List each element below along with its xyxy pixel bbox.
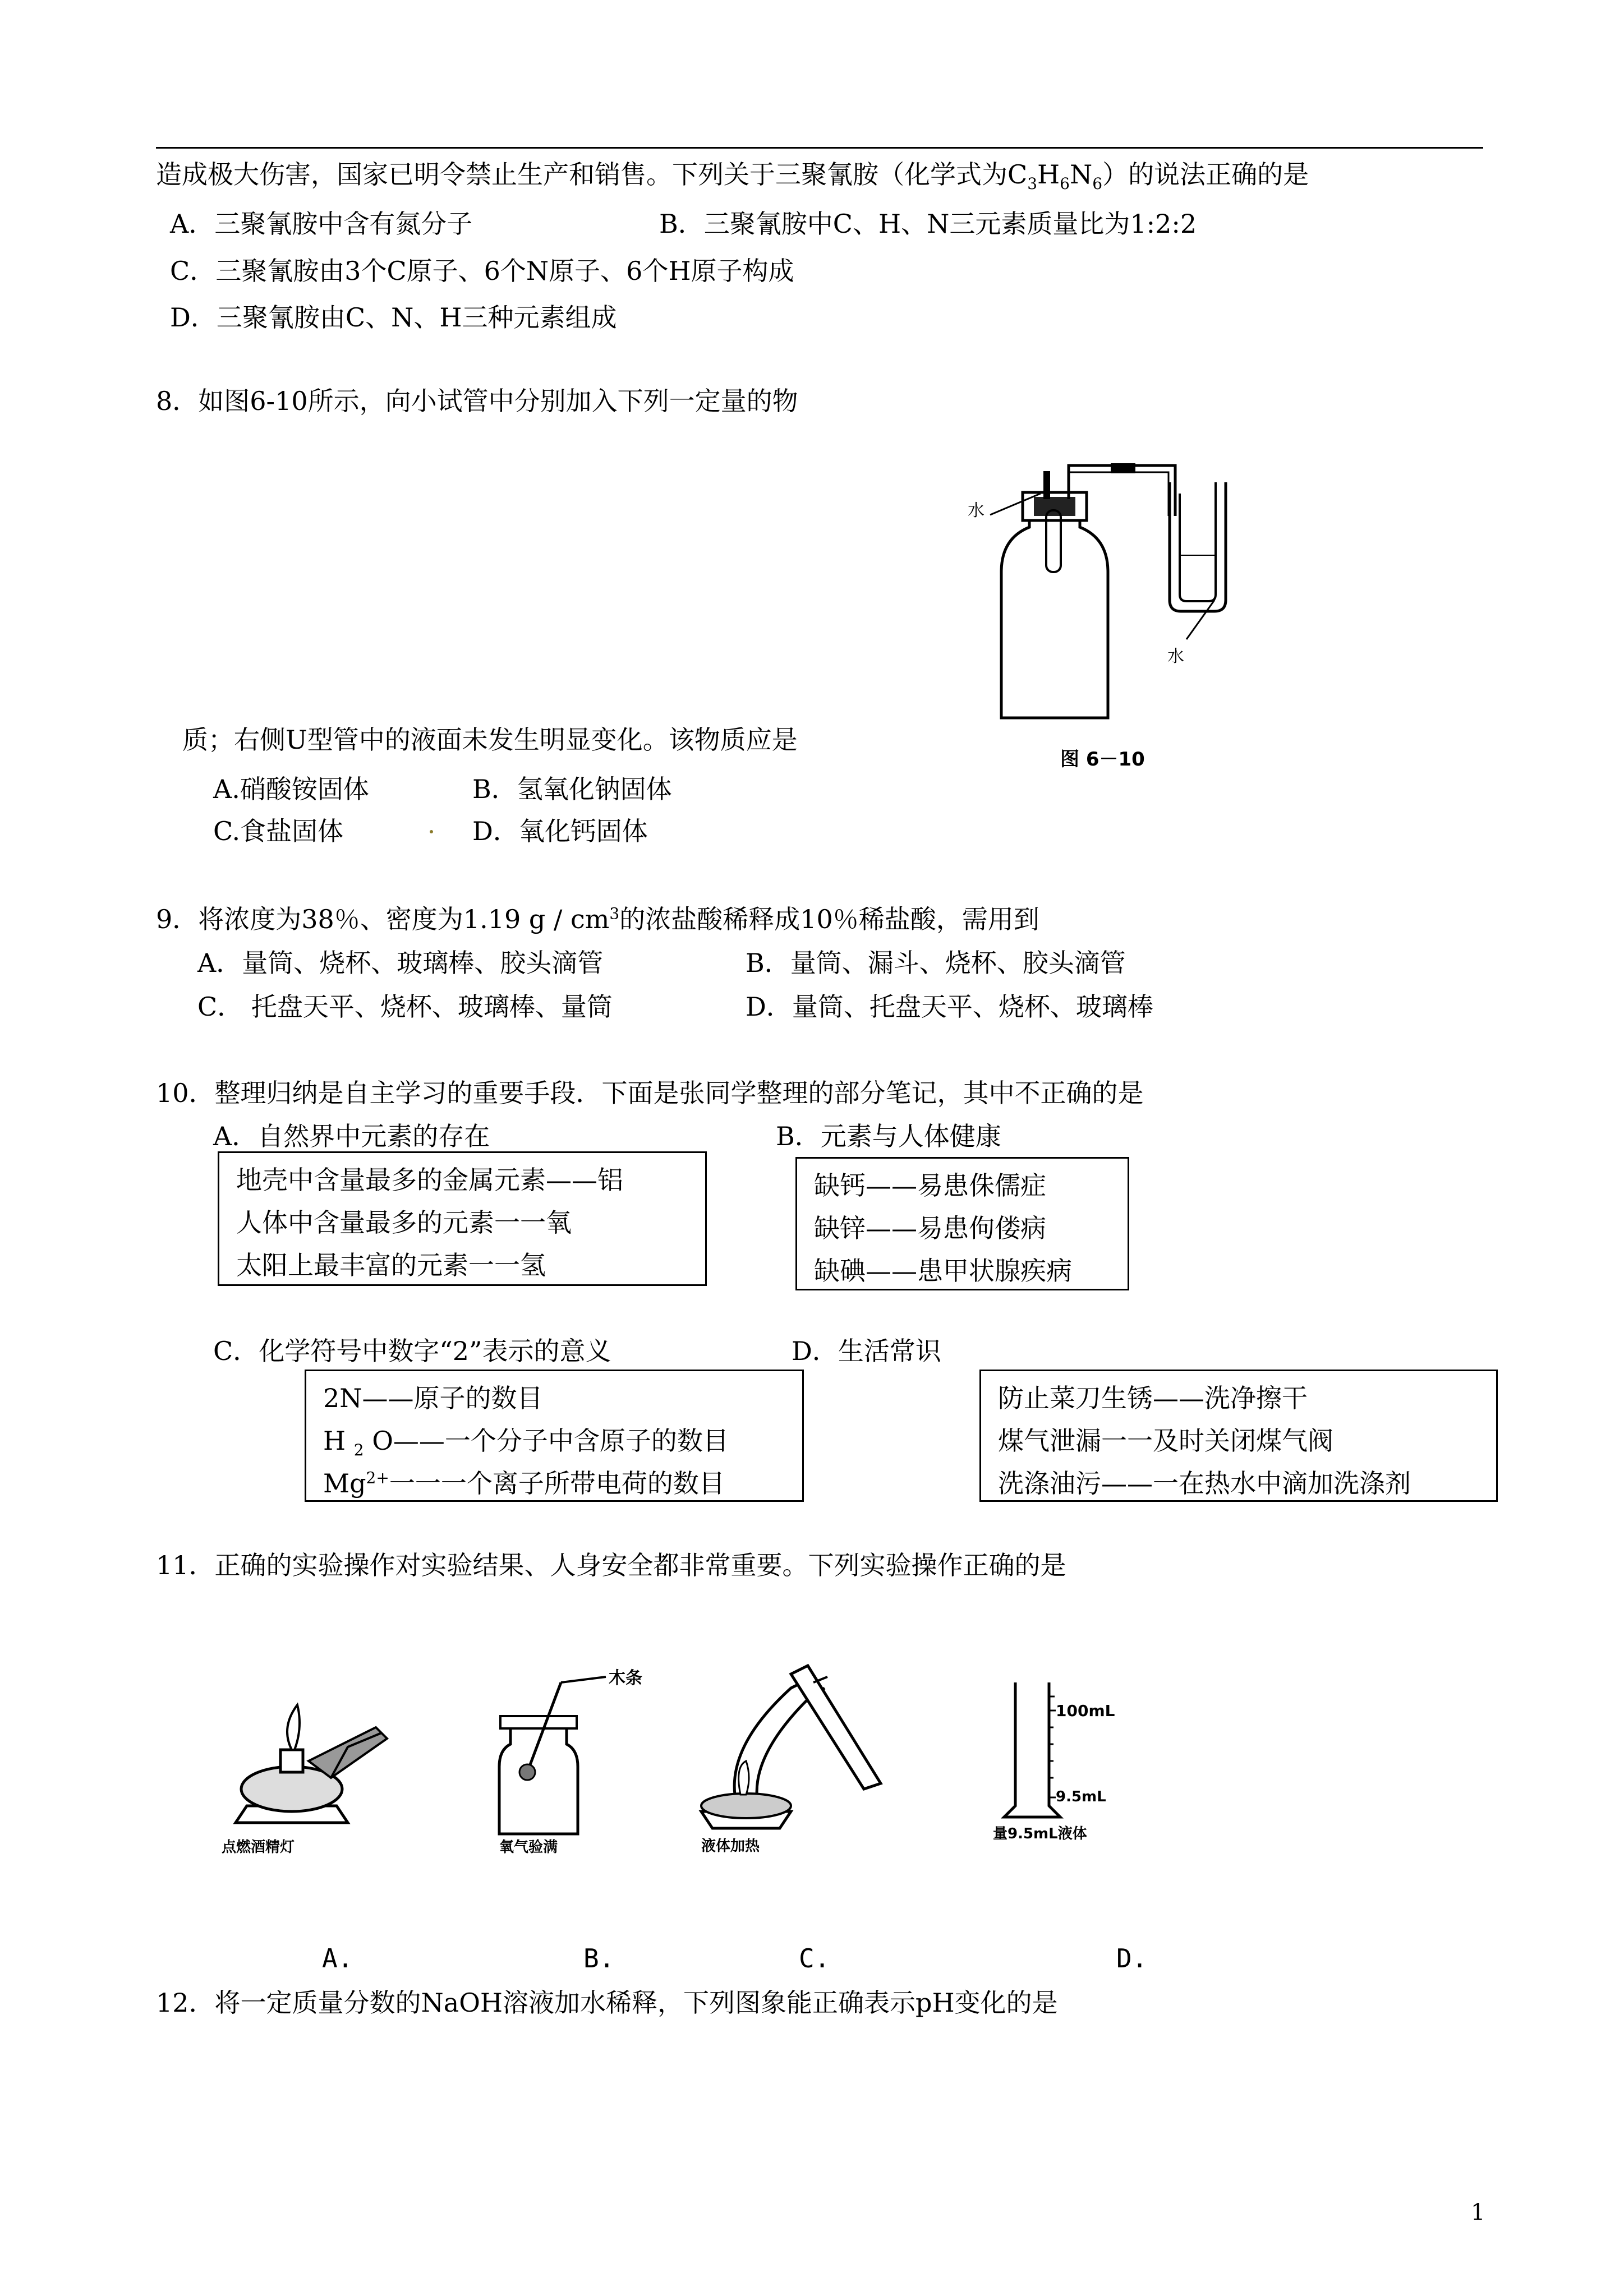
q11-option-d: D. (1116, 1943, 1148, 1974)
q10-a-box (218, 1151, 707, 1286)
q9-option-d: D．量筒、托盘天平、烧杯、玻璃棒 (746, 992, 1153, 1022)
q11-fig-c-liquid-heating (679, 1654, 892, 1856)
q11-option-a: A. (322, 1943, 353, 1974)
q10-a-title: A．自然界中元素的存在 (213, 1121, 490, 1151)
q8-fig-water-label-left: 水 (968, 501, 984, 520)
q8-fig-caption: 图 6－10 (1060, 748, 1145, 771)
q10-d-line: 防止菜刀生锈——洗净擦干 (998, 1383, 1308, 1413)
q10-d-line: 洗涤油污——一在热水中滴加洗涤剂 (998, 1468, 1411, 1499)
q10-b-line: 缺钙——易患侏儒症 (814, 1170, 1046, 1201)
q12-stem: 12．将一定质量分数的NaOH溶液加水稀释，下列图象能正确表示pH变化的是 (156, 1988, 1058, 2018)
q10-b-line: 缺碘——患甲状腺疾病 (814, 1256, 1072, 1286)
q10-b-line: 缺锌——易患佝偻病 (814, 1213, 1046, 1243)
q11-caption-d: 量9.5mL液体 (993, 1825, 1087, 1842)
q9-stem: 9．将浓度为38％、密度为1.19 g / $cm^3$的浓盐酸稀释成10％稀盐酸，需用到 (156, 904, 1039, 934)
q8-option-d: D．氧化钙固体 (472, 816, 648, 846)
q10-b-box (795, 1157, 1129, 1290)
q11-caption-b: 氧气验满 (499, 1839, 558, 1856)
q11-label-9-5ml: 9.5mL (1056, 1788, 1106, 1805)
q11-fig-a-alcohol-lamp (219, 1694, 398, 1856)
q10-d-box (979, 1370, 1498, 1502)
page-number: 1 (1471, 2200, 1485, 2225)
q10-a-line: 地壳中含量最多的金属元素——铝 (236, 1165, 623, 1195)
q8-option-c: C.食盐固体 (213, 816, 344, 846)
q11-caption-c: 液体加热 (701, 1838, 760, 1855)
q10-c-line: H $_2$ O——一个分子中含原子的数目 (323, 1426, 729, 1460)
q10-a-line: 太阳上最丰富的元素一一氢 (236, 1250, 546, 1280)
q8-apparatus-figure (968, 460, 1237, 774)
stray-dot (430, 830, 433, 833)
q10-c-line: 2N——原子的数目 (323, 1383, 543, 1413)
q7-option-a: A．三聚氰胺中含有氮分子 (170, 209, 473, 239)
q8-option-a: A.硝酸铵固体 (213, 774, 369, 804)
q8-stem-line1: 8．如图6-10所示，向小试管中分别加入下列一定量的物 (156, 386, 798, 416)
q10-c-box (305, 1370, 804, 1502)
q10-c-title: C．化学符号中数字“2”表示的意义 (213, 1336, 611, 1366)
q8-option-b: B．氢氧化钠固体 (472, 774, 672, 804)
q7-option-b: B．三聚氰胺中C、H、N三元素质量比为1:2:2 (659, 209, 1197, 239)
q7-option-d: D．三聚氰胺由C、N、H三种元素组成 (170, 302, 617, 333)
q11-stem: 11．正确的实验操作对实验结果、人身安全都非常重要。下列实验操作正确的是 (156, 1550, 1066, 1580)
q7-stem: 造成极大伤害，国家已明令禁止生产和销售。下列关于三聚氰胺（化学式为$C_3H_6N_6$）的说法正确的是 (156, 159, 1309, 193)
q11-caption-a: 点燃酒精灯 (222, 1839, 295, 1856)
q8-stem-line2: 质；右侧U型管中的液面未发生明显变化。该物质应是 (182, 725, 798, 755)
q10-b-title: B．元素与人体健康 (776, 1121, 1001, 1151)
q7-option-c: C．三聚氰胺由3个C原子、6个N原子、6个H原子构成 (170, 256, 794, 286)
q9-option-b: B．量筒、漏斗、烧杯、胶头滴管 (746, 948, 1126, 978)
q9-option-c: C． 托盘天平、烧杯、玻璃棒、量筒 (197, 992, 613, 1022)
header-rule (156, 147, 1483, 149)
q10-d-line: 煤气泄漏一一及时关闭煤气阀 (998, 1426, 1333, 1456)
q11-label-mutiao: 木条 (609, 1668, 642, 1688)
q11-option-b: B. (583, 1943, 615, 1974)
q10-d-title: D．生活常识 (792, 1336, 941, 1366)
q10-c-line: $Mg^{2+}$一一一个离子所带电荷的数目 (323, 1468, 725, 1499)
q11-option-c: C. (799, 1943, 830, 1974)
q10-stem: 10．整理归纳是自主学习的重要手段．下面是张同学整理的部分笔记，其中不正确的是 (156, 1078, 1144, 1108)
q8-fig-water-label-right: 水 (1167, 647, 1184, 666)
q11-fig-d-measuring-cylinder (993, 1677, 1150, 1856)
q11-label-100ml: 100mL (1056, 1702, 1115, 1720)
q11-fig-b-oxygen-test (488, 1660, 673, 1856)
q9-option-a: A．量筒、烧杯、玻璃棒、胶头滴管 (197, 948, 604, 978)
q10-a-line: 人体中含量最多的元素一一氧 (236, 1207, 572, 1238)
